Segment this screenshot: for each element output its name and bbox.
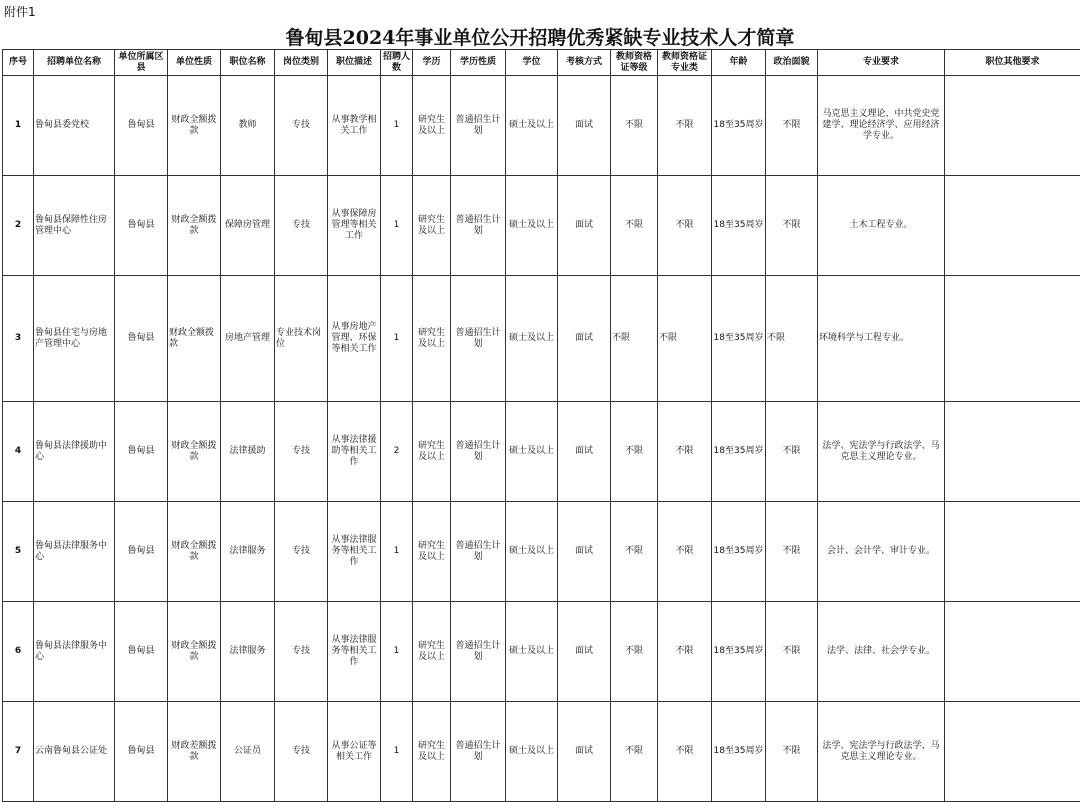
column-header: 职位其他要求 bbox=[945, 50, 1080, 76]
table-cell: 4 bbox=[3, 402, 34, 502]
table-cell: 从事房地产管理、环保等相关工作 bbox=[328, 276, 381, 402]
table-cell: 研究生及以上 bbox=[413, 76, 451, 176]
table-cell bbox=[945, 502, 1080, 602]
column-header: 招聘人数 bbox=[381, 50, 413, 76]
table-cell: 房地产管理 bbox=[221, 276, 275, 402]
table-cell: 从事教学相关工作 bbox=[328, 76, 381, 176]
table-cell: 从事公证等相关工作 bbox=[328, 702, 381, 802]
table-cell: 18至35周岁 bbox=[712, 502, 766, 602]
table-cell: 从事法律服务等相关工作 bbox=[328, 602, 381, 702]
column-header: 教师资格证专业类 bbox=[658, 50, 712, 76]
column-header: 年龄 bbox=[712, 50, 766, 76]
table-cell: 1 bbox=[381, 176, 413, 276]
column-header: 学位 bbox=[506, 50, 558, 76]
table-row bbox=[3, 402, 1080, 502]
table-cell: 从事法律服务等相关工作 bbox=[328, 502, 381, 602]
column-header: 序号 bbox=[3, 50, 34, 76]
table-row bbox=[3, 76, 1080, 176]
table-cell: 面试 bbox=[558, 276, 611, 402]
table-cell: 18至35周岁 bbox=[712, 276, 766, 402]
column-header: 单位性质 bbox=[168, 50, 221, 76]
table-cell: 普通招生计划 bbox=[451, 702, 506, 802]
table-cell: 研究生及以上 bbox=[413, 602, 451, 702]
table-cell: 专技 bbox=[275, 176, 328, 276]
table-cell: 18至35周岁 bbox=[712, 402, 766, 502]
table-cell: 专技 bbox=[275, 502, 328, 602]
table-cell: 不限 bbox=[658, 502, 712, 602]
table-cell bbox=[945, 76, 1080, 176]
table-cell: 法律服务 bbox=[221, 602, 275, 702]
table-row bbox=[3, 276, 1080, 402]
column-header: 学历性质 bbox=[451, 50, 506, 76]
table-cell: 普通招生计划 bbox=[451, 502, 506, 602]
table-cell: 不限 bbox=[658, 176, 712, 276]
table-cell: 面试 bbox=[558, 76, 611, 176]
table-cell: 不限 bbox=[658, 602, 712, 702]
table-cell: 教师 bbox=[221, 76, 275, 176]
table-cell: 硕士及以上 bbox=[506, 702, 558, 802]
table-row bbox=[3, 176, 1080, 276]
table-cell: 不限 bbox=[766, 176, 818, 276]
table-cell: 1 bbox=[381, 502, 413, 602]
table-cell: 不限 bbox=[766, 702, 818, 802]
table-cell: 鲁甸县住宅与房地产管理中心 bbox=[34, 276, 115, 402]
table-cell: 7 bbox=[3, 702, 34, 802]
table-cell: 研究生及以上 bbox=[413, 402, 451, 502]
table-cell: 法学、宪法学与行政法学、马克思主义理论专业。 bbox=[818, 402, 945, 502]
table-row bbox=[3, 602, 1080, 702]
table-cell: 硕士及以上 bbox=[506, 76, 558, 176]
table-cell: 1 bbox=[381, 602, 413, 702]
table-cell: 财政全额拨款 bbox=[168, 402, 221, 502]
table-cell: 环境科学与工程专业。 bbox=[818, 276, 945, 402]
table-cell: 专技 bbox=[275, 402, 328, 502]
column-header: 岗位类别 bbox=[275, 50, 328, 76]
column-header: 专业要求 bbox=[818, 50, 945, 76]
column-header: 教师资格证等级 bbox=[611, 50, 658, 76]
table-cell: 18至35周岁 bbox=[712, 602, 766, 702]
table-cell: 鲁甸县保障性住房管理中心 bbox=[34, 176, 115, 276]
table-cell: 普通招生计划 bbox=[451, 76, 506, 176]
table-cell: 3 bbox=[3, 276, 34, 402]
table-cell: 不限 bbox=[611, 176, 658, 276]
table-cell: 不限 bbox=[611, 276, 658, 402]
table-cell: 1 bbox=[381, 276, 413, 402]
table-cell: 从事法律援助等相关工作 bbox=[328, 402, 381, 502]
table-cell: 不限 bbox=[766, 76, 818, 176]
table-cell: 公证员 bbox=[221, 702, 275, 802]
table-cell: 鲁甸县 bbox=[115, 602, 168, 702]
table-cell: 18至35周岁 bbox=[712, 702, 766, 802]
table-cell: 1 bbox=[381, 702, 413, 802]
table-cell: 鲁甸县 bbox=[115, 702, 168, 802]
table-cell: 财政全额拨款 bbox=[168, 176, 221, 276]
recruitment-table bbox=[2, 49, 1080, 802]
table-header-row bbox=[3, 50, 1080, 76]
table-cell: 不限 bbox=[766, 402, 818, 502]
table-cell: 硕士及以上 bbox=[506, 176, 558, 276]
table-cell: 不限 bbox=[766, 602, 818, 702]
table-cell: 鲁甸县 bbox=[115, 402, 168, 502]
table-cell: 财政全额拨款 bbox=[168, 502, 221, 602]
column-header: 考核方式 bbox=[558, 50, 611, 76]
table-cell: 面试 bbox=[558, 702, 611, 802]
attachment-label: 附件1 bbox=[4, 5, 36, 19]
table-cell: 18至35周岁 bbox=[712, 176, 766, 276]
table-cell: 不限 bbox=[658, 76, 712, 176]
table-cell: 土木工程专业。 bbox=[818, 176, 945, 276]
table-cell: 硕士及以上 bbox=[506, 402, 558, 502]
table-cell: 不限 bbox=[658, 276, 712, 402]
table-cell: 从事保障房管理等相关工作 bbox=[328, 176, 381, 276]
table-cell: 法学、宪法学与行政法学、马克思主义理论专业。 bbox=[818, 702, 945, 802]
table-cell: 法律服务 bbox=[221, 502, 275, 602]
table-cell: 财政差额拨款 bbox=[168, 702, 221, 802]
table-cell: 财政全额拨款 bbox=[168, 276, 221, 402]
table-cell: 研究生及以上 bbox=[413, 176, 451, 276]
table-cell: 专技 bbox=[275, 76, 328, 176]
table-cell: 法学、法律、社会学专业。 bbox=[818, 602, 945, 702]
table-cell: 财政全额拨款 bbox=[168, 602, 221, 702]
table-cell: 鲁甸县 bbox=[115, 76, 168, 176]
table-cell: 会计、会计学、审计专业。 bbox=[818, 502, 945, 602]
column-header: 单位所属区县 bbox=[115, 50, 168, 76]
table-row bbox=[3, 502, 1080, 602]
table-cell bbox=[945, 402, 1080, 502]
table-cell: 鲁甸县法律服务中心 bbox=[34, 502, 115, 602]
table-cell: 鲁甸县法律服务中心 bbox=[34, 602, 115, 702]
table-cell: 18至35周岁 bbox=[712, 76, 766, 176]
table-cell: 保障房管理 bbox=[221, 176, 275, 276]
table-cell: 鲁甸县 bbox=[115, 502, 168, 602]
table-cell: 不限 bbox=[658, 702, 712, 802]
table-cell: 法律援助 bbox=[221, 402, 275, 502]
table-cell: 普通招生计划 bbox=[451, 402, 506, 502]
table-cell: 鲁甸县 bbox=[115, 276, 168, 402]
table-cell: 研究生及以上 bbox=[413, 502, 451, 602]
table-cell: 1 bbox=[3, 76, 34, 176]
table-cell: 不限 bbox=[766, 276, 818, 402]
table-cell: 不限 bbox=[611, 76, 658, 176]
table-cell: 面试 bbox=[558, 602, 611, 702]
table-cell: 2 bbox=[3, 176, 34, 276]
table-cell: 鲁甸县委党校 bbox=[34, 76, 115, 176]
column-header: 学历 bbox=[413, 50, 451, 76]
column-header: 职位名称 bbox=[221, 50, 275, 76]
table-cell: 专技 bbox=[275, 602, 328, 702]
table-row bbox=[3, 702, 1080, 802]
table-cell: 不限 bbox=[766, 502, 818, 602]
table-cell: 鲁甸县 bbox=[115, 176, 168, 276]
table-cell: 5 bbox=[3, 502, 34, 602]
table-cell: 不限 bbox=[611, 402, 658, 502]
table-cell: 1 bbox=[381, 76, 413, 176]
table-cell: 不限 bbox=[611, 602, 658, 702]
table-cell bbox=[945, 276, 1080, 402]
table-cell: 不限 bbox=[611, 502, 658, 602]
column-header: 政治面貌 bbox=[766, 50, 818, 76]
table-cell: 6 bbox=[3, 602, 34, 702]
table-cell: 面试 bbox=[558, 402, 611, 502]
table-cell: 鲁甸县法律援助中心 bbox=[34, 402, 115, 502]
table-cell: 财政全额拨款 bbox=[168, 76, 221, 176]
table-cell: 不限 bbox=[611, 702, 658, 802]
table-cell: 普通招生计划 bbox=[451, 276, 506, 402]
table-cell: 面试 bbox=[558, 176, 611, 276]
table-cell: 马克思主义理论、中共党史党建学、理论经济学、应用经济学专业。 bbox=[818, 76, 945, 176]
table-cell: 硕士及以上 bbox=[506, 276, 558, 402]
table-cell: 2 bbox=[381, 402, 413, 502]
table-cell bbox=[945, 602, 1080, 702]
table-cell: 硕士及以上 bbox=[506, 602, 558, 702]
table-cell: 硕士及以上 bbox=[506, 502, 558, 602]
table-cell: 专业技术岗位 bbox=[275, 276, 328, 402]
table-cell: 普通招生计划 bbox=[451, 176, 506, 276]
table-cell bbox=[945, 702, 1080, 802]
page-title: 鲁甸县2024年事业单位公开招聘优秀紧缺专业技术人才简章 bbox=[285, 27, 795, 49]
table-cell: 研究生及以上 bbox=[413, 276, 451, 402]
table-cell: 不限 bbox=[658, 402, 712, 502]
table-cell: 研究生及以上 bbox=[413, 702, 451, 802]
table-cell: 云南鲁甸县公证处 bbox=[34, 702, 115, 802]
table-cell: 普通招生计划 bbox=[451, 602, 506, 702]
table-cell: 专技 bbox=[275, 702, 328, 802]
column-header: 职位描述 bbox=[328, 50, 381, 76]
table-cell bbox=[945, 176, 1080, 276]
column-header: 招聘单位名称 bbox=[34, 50, 115, 76]
table-cell: 面试 bbox=[558, 502, 611, 602]
